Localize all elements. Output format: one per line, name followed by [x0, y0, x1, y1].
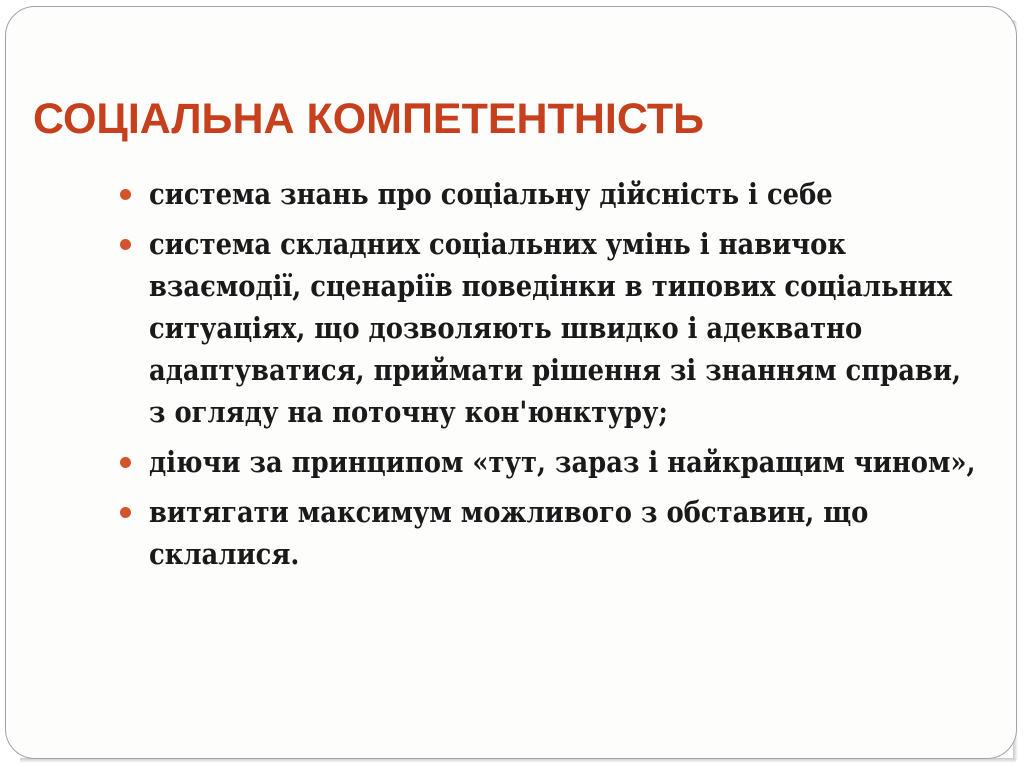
bullet-dot-icon [120, 189, 131, 200]
bullet-text: витягати максимум можливого з обставин, що склалися. [149, 495, 869, 571]
bullet-dot-icon [120, 507, 131, 518]
bullet-item-knowledge-system [116, 173, 996, 215]
bullet-text: система знань про соціальну дійсність і себе [149, 177, 833, 211]
bullet-dot-icon [120, 239, 131, 250]
slide-title: СОЦІАЛЬНА КОМПЕТЕНТНІСТЬ [33, 95, 705, 143]
bullet-dot-icon [120, 457, 131, 468]
bullet-item-maximum [116, 491, 996, 575]
bullet-text: діючи за принципом «тут, зараз і найкращим чином», [149, 445, 976, 479]
slide-frame [5, 6, 1017, 759]
bullet-item-skills-system [116, 223, 996, 433]
bullet-list [116, 173, 996, 583]
bullet-item-principle [116, 441, 996, 483]
bullet-text: система складних соціальних умінь і навичок взаємодії, сценаріїв поведінки в типових соціальних ситуаціях, що дозволяють швидко і адекватно адаптуватися, приймати рішення зі знанням справи, з огляду на поточну кон'юнктуру; [149, 227, 961, 429]
